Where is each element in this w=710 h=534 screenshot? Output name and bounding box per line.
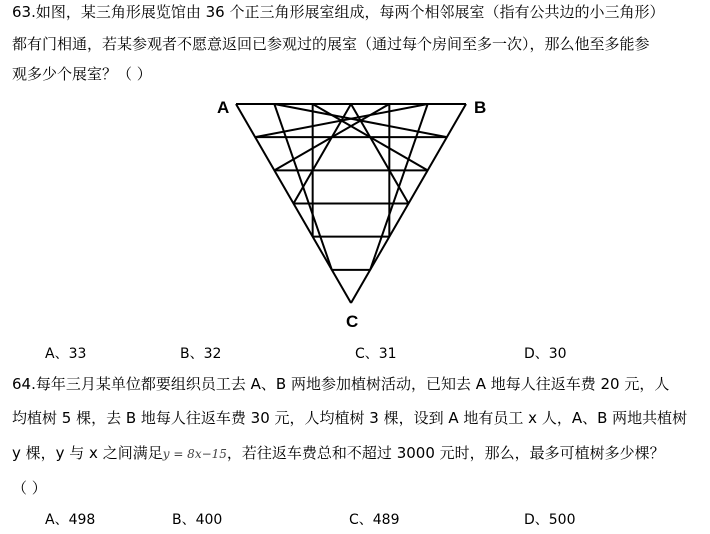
triangle-grid (236, 104, 466, 303)
q64-formula: y = 8x−15 (162, 447, 227, 461)
q63-text-line-1: 63.如图，某三角形展览馆由 36 个正三角形展室组成，每两个相邻展室（指有公共边的小三角形） (12, 3, 665, 21)
q64-text-line-4: （ ） (12, 479, 47, 497)
q63-option-b[interactable]: B、32 (180, 346, 222, 362)
q64-text-line-2: 均植树 5 棵，去 B 地每人往返车费 30 元，人均植树 3 棵，设到 A 地有员工 x 人，A、B 两地共植树 (12, 409, 688, 427)
q64-text-line-3 (12, 443, 665, 464)
q63-text-line-2: 都有门相通，若某参观者不愿意返回已参观过的展室（通过每个房间至多一次），那么他至多能参 (12, 35, 650, 53)
q63-text-line-3: 观多少个展室？（ ） (12, 65, 152, 83)
vertex-label-a: A (217, 98, 230, 117)
q64-option-a[interactable]: A、498 (45, 512, 96, 528)
vertex-label-c: C (346, 312, 359, 331)
q64-option-c[interactable]: C、489 (349, 512, 400, 528)
q63-option-a[interactable]: A、33 (45, 346, 87, 362)
q64-option-b[interactable]: B、400 (172, 512, 223, 528)
q64-option-d[interactable]: D、500 (524, 512, 576, 528)
q64-line-3-end: ，若往返车费总和不超过 3000 元时，那么，最多可植树多少棵？ (226, 444, 665, 462)
q64-text-line-1: 64.每年三月某单位都要组织员工去 A、B 两地参加植树活动，已知去 A 地每人往返车费 20 元，人 (12, 375, 670, 393)
triangle-exhibition-figure (200, 92, 500, 332)
q63-option-d[interactable]: D、30 (524, 346, 567, 362)
q64-line-3-start: y 棵，y 与 x 之间满足 (12, 444, 163, 462)
vertex-label-b: B (474, 98, 487, 117)
q63-option-c[interactable]: C、31 (355, 346, 397, 362)
